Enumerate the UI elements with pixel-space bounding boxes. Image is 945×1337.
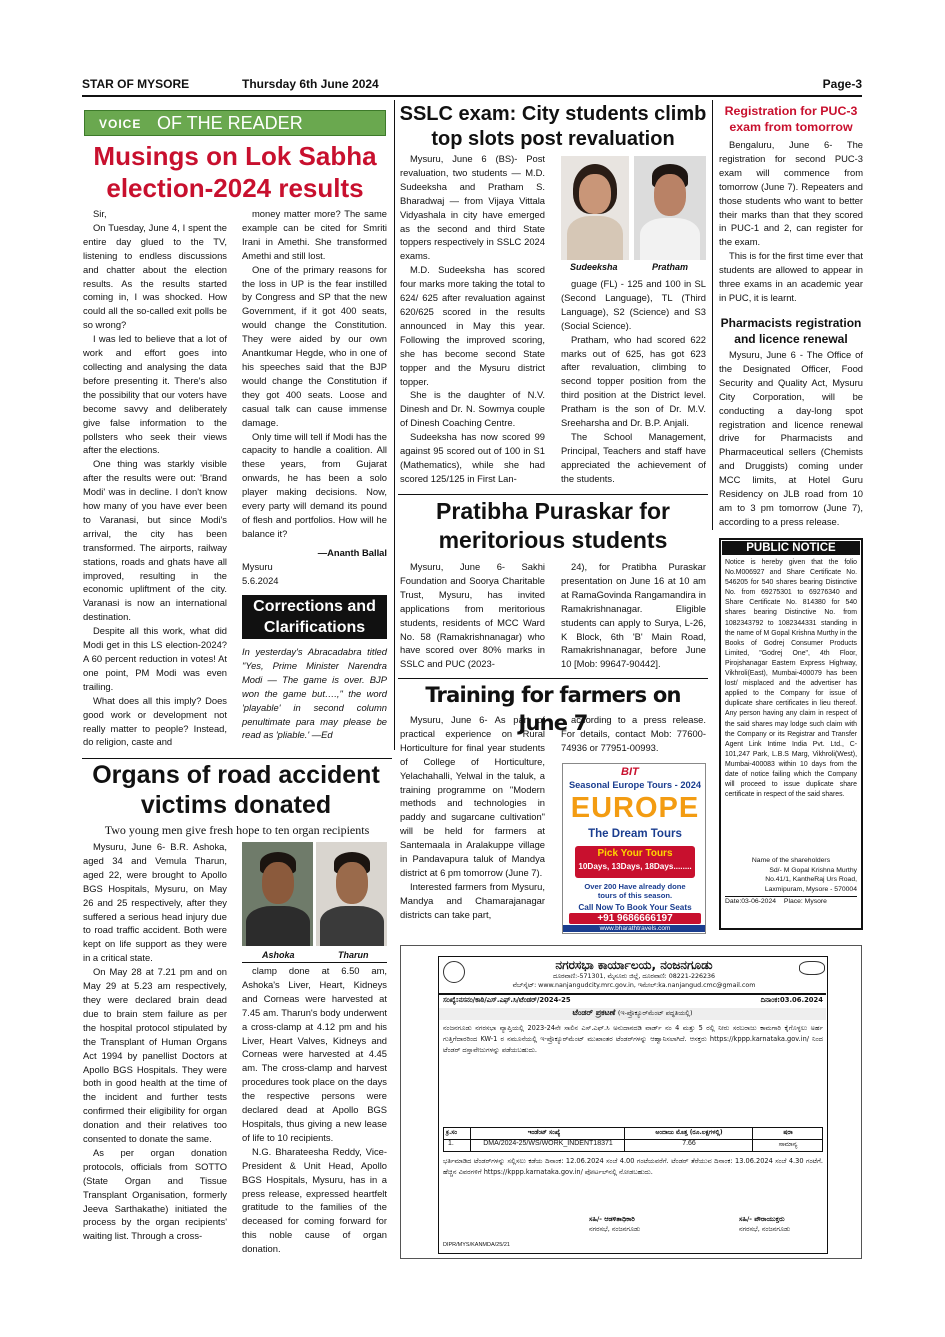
letter-headline-line1: Musings on Lok Sabha	[93, 141, 377, 171]
tender-sign-2b: ನಗರಸಭೆ, ನಂಜನಗೂಡು	[739, 1225, 791, 1233]
paragraph: clamp done at 6.50 am, Ashoka's Liver, Heart, Kidneys and Corneas were harvested at 7.45 am. Tharun's body underwent a cross-clamp at 4.12 pm and his Liver, Heart Valves, Kidneys and Corneas were harvested at 4.45 am. The cross-clamp and harvest procedures took place on the days the respective persons were declared dead at Apollo BGS Hospitals, thus giving a new lease of life to 10 recipients.	[242, 965, 387, 1143]
tender-heading-sub: (ಇ-ಪ್ರೊಕ್ಯೂರ್‌ಮೆಂಟ್ ಪದ್ಧತಿಯಲ್ಲಿ)	[617, 1009, 693, 1017]
tender-emblem	[443, 961, 465, 983]
letter-headline-line2: election-2024 results	[106, 173, 364, 203]
tender-code: DIPR/MYS/KANMDA/25/21	[443, 1242, 510, 1248]
pratibha-column-1	[400, 560, 545, 675]
letter-place: Mysuru	[242, 561, 273, 572]
tender-notice-box	[400, 945, 862, 1259]
tender-table-vline-3	[752, 1128, 753, 1151]
paragraph: Sir,	[93, 208, 107, 219]
pratham-caption: Pratham	[652, 262, 689, 272]
letter-signature: —Ananth Ballal	[317, 547, 387, 558]
puc-headline-line1: Registration for PUC-3	[724, 104, 858, 118]
ashoka-photo-face	[262, 862, 294, 904]
tender-table-col-amount: ಅಂದಾಜು ಮೊತ್ತ (ರೂ.ಲಕ್ಷಗಳಲ್ಲಿ)	[655, 1129, 723, 1136]
tender-paragraph-1: ನಂಜನಗೂಡು ನಗರಸಭಾ ವ್ಯಾಪ್ತಿಯಲ್ಲಿ 2023-24ನೇ ಸಾಲಿನ ಎಸ್.ಎಫ್.ಸಿ ಅನುದಾನದಡಿ ವಾರ್ಡ್ ನಂ 4 ಮತ್ತು 5 ರಲ್ಲಿ ನೀರು ಸರಬರಾಜು ಕಾಮಗಾರಿ ಕೈಗೊಳ್ಳಲು ಅರ್ಹ ಗುತ್ತಿಗೆದಾರರಿಂದ KW-1 ರ ನಮೂನೆಯಲ್ಲಿ ಇ-ಪ್ರೊಕ್ಯೂರ್‌ಮೆಂಟ್ ಮುಖಾಂತರ ಟೆಂಡರ್‌ಗಳನ್ನು ಆಹ್ವಾನಿಸಲಾಗಿದೆ. ಆಸಕ್ತರು https://kppp.karnataka.gov.in/ ನಿಂದ ಟೆಂಡರ್ ದಸ್ತಾವೇಜುಗಳನ್ನು ಪಡೆಯಬಹುದು.	[443, 1024, 823, 1054]
paragraph: On May 28 at 7.21 pm and on May 29 at 5.23 am respectively, they were declared brain dead due to brain stem failure as per the hospital protocol stipulated by the Transplant of Human Organs Act 1994 by panellist Doctors at Apollo BGS Hospitals. They were both in good health at the time of the incident and further tests confirmed their eligibility for organ donation and their relatives too consented to donate the same.	[83, 966, 227, 1145]
paragraph: guage (FL) - 125 and 100 in SL (Second Language), TL (Third Language), S2 (Science) and S3 (Social Science).	[561, 278, 706, 331]
voice-rest: OF THE READER	[157, 113, 303, 133]
pharma-headline-line1: Pharmacists registration	[720, 316, 862, 330]
paragraph: Bengaluru, June 6- The registration for second PUC-3 exam will commence from tomorrow (June 7). Repeaters and those students who want to better their marks than that they scored in PUC-1 and 2, can register for the exam.	[719, 139, 863, 248]
pratibha-headline-line2: meritorious students	[438, 527, 668, 553]
sslc-column-2	[561, 277, 706, 492]
pharma-text	[719, 348, 863, 533]
paragraph: 24), for Pratibha Puraskar presentation on June 16 at 10 am at RamaGovinda Rangamandira in Ramakrishnanagar. Eligible students can apply to Surya, L-26, K Block, 6th 'B' Main Road, Ramakrishnanagar, before June 10 [Mob: 99647-90442].	[561, 561, 706, 670]
sslc-headline-line1: SSLC exam: City students climb	[399, 103, 707, 125]
pratibha-headline	[398, 497, 708, 555]
paragraph: M.D. Sudeeksha has scored four marks more taking the total to 624/ 625 after revaluation against 620/625 scored in the results announced in May this year. Following the improved scoring, she has become second State topper and the Mysuru district topper.	[400, 264, 545, 387]
ad-over-200-line2: tours of this season.	[597, 891, 673, 900]
tender-sign-1: ಸಹಿ/- ಆಡಳಿತಾಧಿಕಾರಿ	[589, 1215, 635, 1223]
paragraph: One thing was starkly visible after the results were out: 'Brand Modi' was in decline. I don't know how many of you have ever been to Varanasi, but since Modi's arrival, the city has been transformed. The airports, railway stations, roads and ghats have all improved, resulting in the economic upliftment of the city. Varanasi is now an international destination.	[83, 458, 227, 623]
paragraph: Mysuru, June 6 (BS)- Post revaluation, two students — M.D. Sudeeksha and Pratham S. Bharadwaj — from Vijaya Vittala Vidyashala in city have emerged as the second and third State toppers respectively in SSLC 2024 exams.	[400, 153, 545, 262]
organs-headline	[80, 760, 392, 820]
sslc-headline	[398, 102, 708, 152]
organs-column-2	[242, 964, 387, 1259]
paragraph: Mysuru, June 6- As part of practical experience on Rural Horticulture for final year students of College of Horticulture, Yelachahalli, Yelwal in the taluk, a training programme on "Modern methods and technologies in paddy and sugarcane cultivation" will be held for farmers at Santemaala in Aralakuppe village in Pandavapura taluk of Mandya district at 6 pm tomorrow (June 7).	[400, 714, 545, 878]
tender-reference: ಸಂಖ್ಯೆ:ನಸನಂ/ಕಾಠಿ/ಎಸ್.ಎಫ್.ಸಿ/ಟೆಂಡರ್/2024-25	[443, 996, 571, 1004]
tender-table	[443, 1127, 823, 1152]
pratibha-headline-line1: Pratibha Puraskar for	[436, 498, 670, 524]
organs-photo-rule	[242, 962, 387, 963]
corrections-banner	[242, 595, 387, 639]
ad-website: www.bharathtravels.com	[563, 925, 706, 932]
pratham-photo	[634, 156, 706, 260]
paragraph: Interested farmers from Mysuru, Mandya and Chamarajanagar districts can take part,	[400, 880, 545, 920]
letter-column-1	[83, 207, 227, 757]
organs-deck: Two young men give fresh hope to ten organ recipients	[104, 823, 370, 837]
tender-heading	[439, 1008, 826, 1018]
pratibha-column-2	[561, 560, 706, 675]
tender-header-rule	[439, 993, 826, 995]
letter-date: 5.6.2024	[242, 575, 279, 586]
paragraph: Despite all this work, what did Modi get in this LS election-2024? A 60 percent reduction in votes! At one point, PM Modi was even trailing.	[83, 625, 227, 692]
tharun-photo-face	[336, 862, 368, 904]
europe-tours-advertisement	[562, 763, 706, 934]
ashoka-caption: Ashoka	[262, 950, 295, 960]
tender-logo	[799, 961, 825, 975]
organs-headline-line1: Organs of road accident	[92, 761, 380, 789]
letter-headline	[80, 140, 390, 204]
paragraph: money matter more? The same example can be cited for Smriti Irani in Amethi. She transformed Amethi and still lost.	[242, 208, 387, 261]
puc-headline-line2: exam from tomorrow	[729, 120, 853, 134]
tender-table-col-remarks: ಷರಾ	[783, 1129, 793, 1136]
masthead-page-number: Page-3	[822, 77, 862, 91]
corrections-title-line2: Clarifications	[263, 619, 366, 636]
tender-sign-1b: ನಗರಸಭೆ, ನಂಜನಗೂಡು	[589, 1225, 641, 1233]
voice-word: VOICE	[99, 117, 142, 131]
sudeeksha-caption: Sudeeksha	[570, 262, 618, 272]
puc-text	[719, 138, 863, 308]
organs-top-rule	[82, 758, 392, 759]
ad-over-200: Over 200 Have already done	[584, 882, 686, 891]
public-notice-footer	[725, 896, 857, 907]
public-notice-holder-label: Name of the shareholders	[751, 857, 831, 864]
tender-contact: ದೂರವಾಣಿ:-571301, ಮೈಸೂರು ಜಿಲ್ಲೆ, ದೂರವಾಣಿ: 08221-226236	[552, 973, 716, 980]
letter-column-2	[242, 207, 387, 557]
tender-table-vline-1	[470, 1128, 471, 1151]
public-notice-text: Notice is hereby given that the folio No.M006927 and Share Certificate No. 546205 for 540 shares bearing Distinctive No. from 69275301 to 69276340 and Share Certificate No. 814380 for 540 shares bearing Distinctive No. from 1082343792 to 1082344331 standing in the name of M Gopal Krishna Murthy in the Books of Godrej Consumer Products Limited, "Godrej One", 4th Floor, Pirojshanagar Eastern Express Highway, Vikhroli(East), Mumbai-400079 has been lost/ misplaced and the advertiser has applied to the Company for issue of duplicate share certificates in lieu thereof. Any person having any claim in respect of the said shares may lodge such claim with the Company or its Registrar and Transfer Agent Link Intime India Pvt. Ltd., C-101,247 Park, L.B.S Marg, Vikhroli(West), Mumbai-400083 within 10 days from the date of notice failing which the Company will proceed to issue duplicate share certificate in respect of the said shares.	[725, 559, 857, 799]
farmers-headline: Training for farmers on June 7	[425, 683, 681, 735]
tender-office-name: ನಗರಸಭಾ ಕಾರ್ಯಾಲಯ, ನಂಜನಗೂಡು	[555, 958, 713, 972]
tender-date: ದಿನಾಂಕ:03.06.2024	[760, 996, 823, 1004]
ashoka-photo	[242, 842, 313, 946]
paragraph: Mysuru, June 6- Sakhi Foundation and Soorya Charitable Trust, Mysuru, has invited applications from meritorious students, residents of MCC Ward No. 58 (Ramakrishnanagar) who have scored over 80% marks in SSLC and PUC (2023-	[400, 561, 545, 670]
organs-column-1	[83, 840, 227, 1264]
organs-headline-line2: victims donated	[140, 791, 332, 819]
tharun-photo-body	[320, 906, 384, 946]
masthead-rule	[82, 95, 862, 97]
pratibha-top-rule	[398, 494, 708, 495]
tender-table-vline-2	[624, 1128, 625, 1151]
public-notice-holder-address-2: Laxmipuram, Mysore - 570004	[764, 885, 857, 893]
voice-of-reader-banner	[84, 110, 386, 136]
paragraph: I was led to believe that a lot of work and effort goes into collecting and analysing the data before presenting it. There's also the possibility that our voters have become savvy and deliberately give false information to the pollsters who seek their views after the elections.	[83, 333, 227, 456]
corrections-title-line1: Corrections and	[253, 598, 376, 615]
masthead	[82, 77, 862, 95]
public-notice-footer-date: Date:03-06-2024	[725, 898, 777, 906]
public-notice-footer-place: Place: Mysore	[783, 898, 827, 906]
paragraph: Mysuru, June 6- B.R. Ashoka, aged 34 and Vemula Tharun, aged 22, were brought to Apollo BGS Hospitals, Mysuru, on May 26 and 25 respectively, after they suffered a serious head injury due to road traffic accident. Both were kept on life support as they were in a critical state.	[83, 841, 227, 964]
public-notice-holder-name: Sd/- M Gopal Krishna Murthy	[769, 866, 857, 874]
corrections-text: In yesterday's Abracadabra titled "Yes, Prime Minister Narendra Modi — The game is over. BJP won the game but….," the word 'playable' in second column penultimate para may please be read as 'pliable.' —Ed	[242, 646, 387, 741]
farmers-column-2	[561, 713, 706, 763]
column-divider-2	[712, 100, 713, 530]
pratham-photo-face	[654, 174, 686, 216]
tender-table-col-no: ಕ್ರ.ಸಂ	[446, 1129, 458, 1136]
masthead-date: Thursday 6th June 2024	[242, 77, 379, 91]
sslc-headline-line2: top slots post revaluation	[431, 128, 675, 150]
paragraph: N.G. Bharateesha Reddy, Vice-President & Unit Head, Apollo BGS Hospitals, Mysuru, has in a press release, expressed heartfelt gratitude to the families of the deceased for coming forward for this noble cause of organ donation.	[242, 1145, 387, 1255]
tharun-photo	[316, 842, 387, 946]
tender-table-row-amount: 7.66	[682, 1140, 696, 1147]
pharma-headline	[716, 315, 866, 347]
paragraph: She is the daughter of N.V. Dinesh and Dr. N. Sowmya couple of Dinesh Coaching Centre.	[400, 389, 545, 429]
tender-inner	[438, 956, 828, 1254]
tender-table-col-indent: ಇಂಡೆಂಟ್ ಸಂಖ್ಯೆ	[527, 1129, 561, 1136]
tender-web: ವೆಬ್‌ಸೈಟ್: www.nanjangudcity.mrc.gov.in, ಇಮೇಲ್:ka.nanjangud.cmc@gmail.com	[512, 982, 756, 989]
paragraph: This is for the first time ever that students are allowed to appear in three exams in an academic year in PUC, it is learnt.	[719, 250, 863, 303]
sudeeksha-photo-face	[579, 174, 611, 214]
farmers-column-1	[400, 713, 545, 938]
paragraph: Mysuru, June 6 - The Office of the Designated Officer, Food Security and Quality Act, Mysuru City Corporation, will be conducting a day-long spot registration and licence renewal drive for Pharmacists and Pharmaceutical sellers (Chemists and Druggists) coming under MCC limits, at Hotel Guru Residency on JLB road from 10 am to 3 pm tomorrow (June 7), according to a press release.	[719, 349, 863, 527]
paragraph: On Tuesday, June 4, I spent the entire day glued to the TV, listening to endless discussions and chatter about the election results. As the results started coming in, I was shocked. How could all the so-called exit polls be so wrong?	[83, 221, 227, 331]
tender-table-row-remarks: ಸಾಮಾನ್ಯ	[778, 1140, 798, 1148]
sslc-column-1	[400, 152, 545, 492]
farmers-top-rule	[398, 678, 708, 679]
column-divider-1	[394, 100, 395, 750]
ad-europe-title: EUROPE	[570, 792, 700, 824]
masthead-paper-name: STAR OF MYSORE	[82, 77, 190, 91]
ad-pick-tours: Pick Your Tours	[597, 848, 673, 859]
sudeeksha-photo	[561, 156, 629, 260]
public-notice-title: PUBLIC NOTICE	[722, 541, 860, 555]
ad-dream-tours: The Dream Tours	[588, 828, 682, 840]
paragraph: Only time will tell if Modi has the capacity to handle a coalition. All these years, from Gujarat onwards, he has been a solo player making decisions. Now, every party will demand its pound of flesh and portfolios. How will he balance it?	[242, 430, 387, 539]
ad-tagline: Seasonal Europe Tours - 2024	[568, 780, 702, 790]
paragraph: according to a press release. For details, contact Mob: 77600-74936 or 77951-00993.	[561, 714, 706, 753]
public-notice-holder-address-1: No.41/1, KantheRaj Urs Road,	[765, 876, 857, 884]
sudeeksha-photo-body	[567, 216, 623, 260]
paragraph: What does all this imply? Does good work or development not really matter to people? Instead, do religion, caste and	[83, 694, 227, 748]
tender-table-row-no: 1.	[448, 1140, 454, 1147]
pharma-headline-line2: and licence renewal	[734, 332, 848, 346]
paragraph: One of the primary reasons for the loss in UP is the fear instilled by Congress and SP that the new Government, if it got 400 seats, would change the Constitution. They were aided by our own Anantkumar Hegde, who in one of his speeches said that the BJP would change the Constitution if they got 400 seats. Loose and casual talk can cause immense damage.	[242, 263, 387, 428]
tender-sign-2: ಸಹಿ/- ಪೌರಾಯುಕ್ತರು	[739, 1215, 785, 1223]
public-notice-box	[719, 538, 863, 930]
ad-brand-logo: BIT	[621, 766, 639, 778]
ad-call-now: Call Now To Book Your Seats	[578, 903, 692, 912]
tender-heading-main: ಟೆಂಡರ್ ಪ್ರಕಟಣೆ	[572, 1008, 616, 1017]
tender-table-row-indent: DMA/2024-25/WS/WORK_INDENT18371	[483, 1140, 613, 1147]
paragraph: As per organ donation protocols, officials from SOTTO (State Organ and Tissue Transplant Organisation, formerly Jeeva Sarthakathe) initiated the process by the organ recipients' waiting list. Through a cross-	[83, 1146, 227, 1242]
paragraph: The School Management, Principal, Teachers and staff have appreciated the achievement of the students.	[561, 430, 706, 484]
ad-tour-days: 10Days, 13Days, 18Days........	[578, 862, 692, 871]
tharun-caption: Tharun	[338, 950, 369, 960]
paragraph: Sudeeksha has now scored 99 against 95 scored out of 100 in S1 (Mathematics), while she had scored 125/125 in First Lan-	[400, 431, 545, 484]
puc-headline	[716, 103, 866, 135]
pratham-photo-body	[640, 218, 700, 260]
ad-phone: +91 9686666197	[569, 913, 701, 924]
paragraph: Pratham, who had scored 622 marks out of 625, has got 623 after revaluation, climbing to second topper position from the third position at the District level. Pratham is the son of Dr. M.V. Sreeharsha and Dr. B.P. Anjali.	[561, 333, 706, 429]
ashoka-photo-body	[246, 906, 310, 946]
tender-paragraph-2: ಭರ್ತಿಮಾಡಿದ ಟೆಂಡರ್‌ಗಳನ್ನು ಸಲ್ಲಿಸಲು ಕಡೆಯ ದಿನಾಂಕ: 12.06.2024 ಸಂಜೆ 4.00 ಗಂಟೆಯವರೆಗೆ. ಟೆಂಡರ್ ತೆರೆಯುವ ದಿನಾಂಕ: 13.06.2024 ಸಂಜೆ 4.30 ಗಂಟೆಗೆ. ಹೆಚ್ಚಿನ ವಿವರಗಳಿಗೆ https://kppp.karnataka.gov.in/ ಪೋರ್ಟಲ್‌ನಲ್ಲಿ ನೋಡಬಹುದು.	[443, 1157, 823, 1176]
